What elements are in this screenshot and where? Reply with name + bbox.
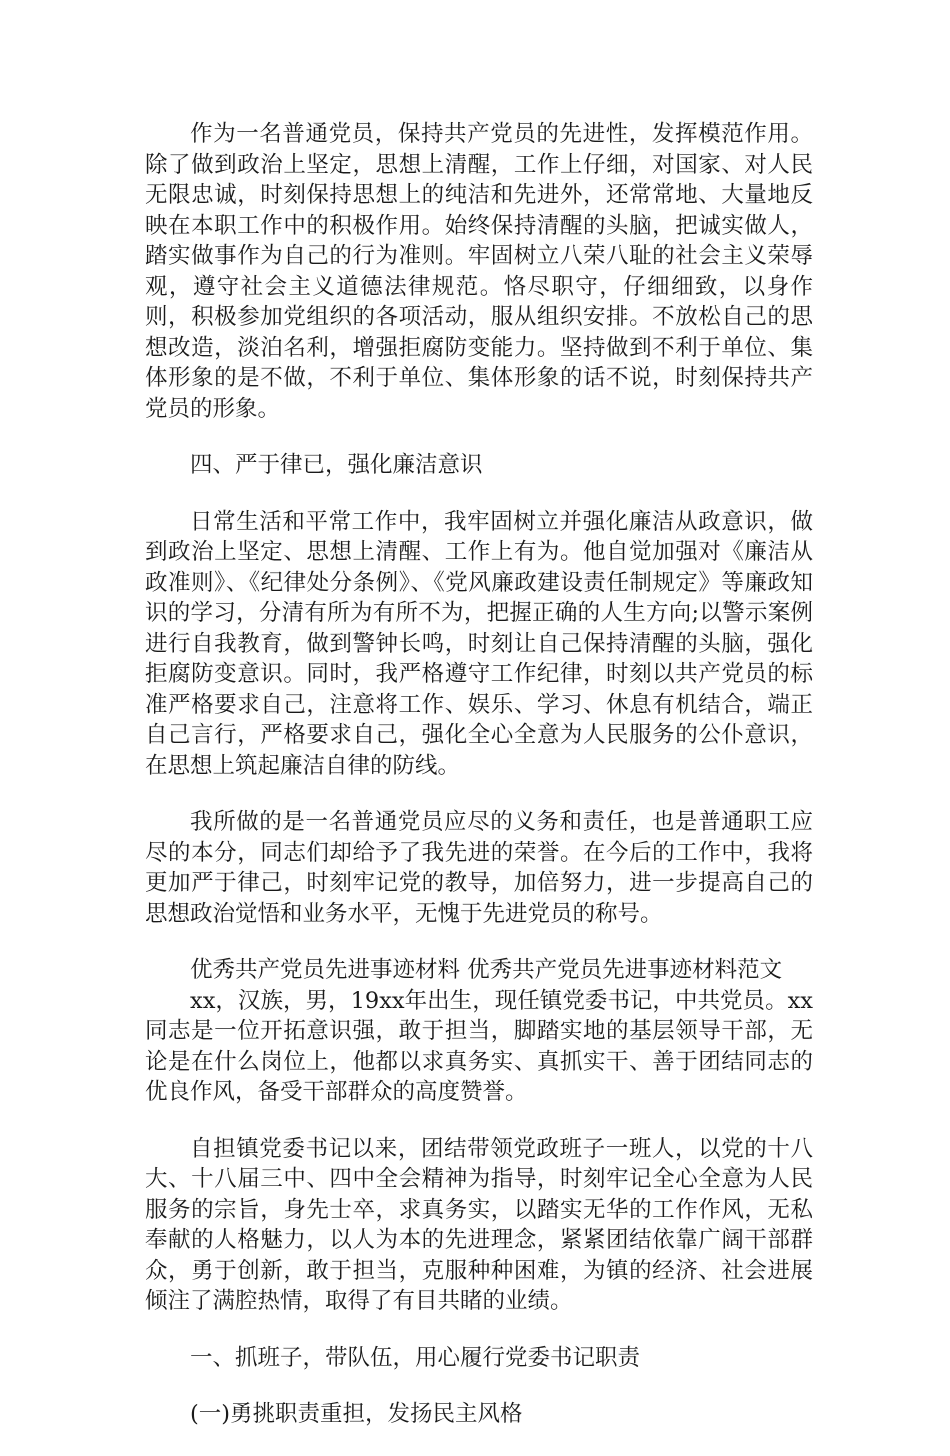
subsection-heading-responsibility: (一)勇挑职责重担，发扬民主风格 bbox=[190, 1401, 523, 1427]
paragraph-integrity: 日常生活和平常工作中，我牢固树立并强化廉洁从政意识，做到政治上坚定、思想上清醒、工作上有为。他自觉加强对《廉洁从政准则》、《纪律处分条例》、《党风廉政建设责任制规定》等廉政知识的学习，分清有所为有所不为，把握正确的人生方向;以警示案例进行自我教育，做到警钟长鸣，时刻让自己保持清醒的头脑，强化拒腐防变意识。同时，我严格遵守工作纪律，时刻以共产党员的标准严格要求自己，注意将工作、娱乐、学习、休息有机结合，端正自己言行，严格要求自己，强化全心全意为人民服务的公仆意识，在思想上筑起廉洁自律的防线。 bbox=[145, 508, 813, 779]
section-heading-leadership: 一、抓班子，带队伍，用心履行党委书记职责 bbox=[190, 1344, 641, 1371]
section-heading-discipline: 四、严于律已，强化廉洁意识 bbox=[190, 452, 483, 478]
document-body bbox=[145, 119, 813, 1456]
paragraph-secretary-work: 自担镇党委书记以来，团结带领党政班子一班人，以党的十八大、十八届三中、四中全会精神为指导，时刻牢记全心全意为人民服务的宗旨，身先士卒，求真务实，以踏实无华的工作作风，无私奉献的人格魅力，以人为本的先进理念，紧紧团结依靠广阔干部群众，勇于创新，敢于担当，克服种种困难，为镇的经济、社会进展倾注了满腔热情，取得了有目共睹的业绩。 bbox=[145, 1135, 813, 1314]
paragraph-profile: xx，汉族，男，19xx年出生，现任镇党委书记，中共党员。xx同志是一位开拓意识强，敢于担当，脚踏实地的基层领导干部，无论是在什么岗位上，他都以求真务实、真抓实干、善于团结同志的优良作风，备受干部群众的高度赞誉。 bbox=[145, 987, 813, 1105]
paragraph-party-member-role: 作为一名普通党员，保持共产党员的先进性，发挥模范作用。除了做到政治上坚定，思想上清醒，工作上仔细，对国家、对人民无限忠诚，时刻保持思想上的纯洁和先进外，还常常地、大量地反映在本职工作中的积极作用。始终保持清醒的头脑，把诚实做人，踏实做事作为自己的行为准则。牢固树立八荣八耻的社会主义荣辱观，遵守社会主义道德法律规范。恪尽职守，仔细细致，以身作则，积极参加党组织的各项活动，服从组织安排。不放松自己的思想改造，淡泊名利，增强拒腐防变能力。坚持做到不利于单位、集体形象的是不做，不利于单位、集体形象的话不说，时刻保持共产党员的形象。 bbox=[145, 121, 813, 422]
paragraph-conclusion: 我所做的是一名普通党员应尽的义务和责任，也是普通职工应尽的本分，同志们却给予了我先进的荣誉。在今后的工作中，我将更加严于律己，时刻牢记党的教导，加倍努力，进一步提高自己的思想政治觉悟和业务水平，无愧于先进党员的称号。 bbox=[145, 809, 813, 927]
document-title-line: 优秀共产党员先进事迹材料 优秀共产党员先进事迹材料范文 bbox=[190, 957, 783, 983]
